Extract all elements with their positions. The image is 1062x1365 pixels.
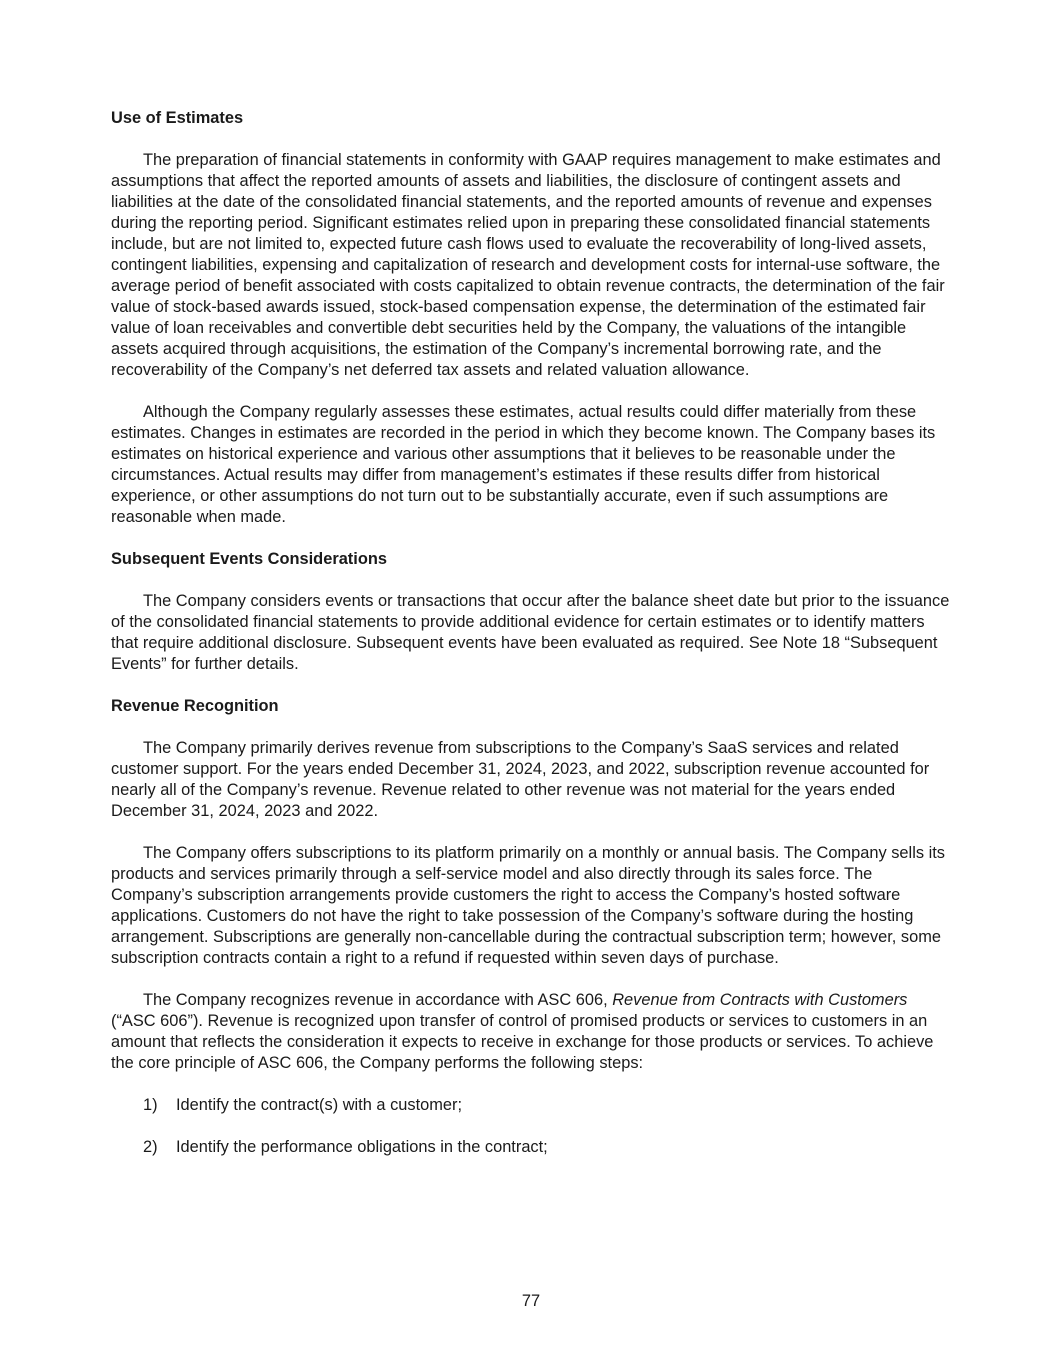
page-number: 77: [521, 1292, 541, 1310]
list-item-number: 1): [143, 1096, 158, 1114]
list-item-text: Identify the contract(s) with a customer;: [176, 1096, 463, 1114]
revenue-recognition-heading: Revenue Recognition: [111, 697, 279, 715]
list-item: [111, 1095, 951, 1116]
asc-606-steps-list: [111, 1095, 951, 1158]
estimates-paragraph-2: Although the Company regularly assesses these estimates, actual results could differ materially from these estimates. Changes in estimates are recorded in the period in which they become known. The Company bases its estimates on historical experience and various other assumptions that it believes to be reasonable under the circumstances. Actual results may differ from management’s estimates if these results differ from historical experience, or other assumptions do not turn out to be substantially accurate, even if such assumptions are reasonable when made.: [111, 403, 936, 526]
revenue-paragraph-3-rest: (“ASC 606”). Revenue is recognized upon transfer of control of promised products or services to customers in an amount that reflects the consideration it expects to receive in exchange for those products or services. To achieve the core principle of ASC 606, the Company performs the following steps:: [111, 1012, 934, 1072]
list-item-text: Identify the performance obligations in the contract;: [176, 1138, 548, 1156]
use-of-estimates-heading: Use of Estimates: [111, 109, 244, 127]
revenue-paragraph-3-lead: The Company recognizes revenue in accordance with ASC 606,: [143, 991, 613, 1009]
revenue-paragraph-2: The Company offers subscriptions to its platform primarily on a monthly or annual basis. The Company sells its products and services primarily through a self-service model and also directly through its sales force. The Company’s subscription arrangements provide customers the right to access the Company’s hosted software applications. Customers do not have the right to take possession of the Company’s software during the hosting arrangement. Subscriptions are generally non-cancellable during the contractual subscription term; however, some subscription contracts contain a right to a refund if requested within seven days of purchase.: [111, 844, 945, 967]
list-item: [111, 1137, 951, 1158]
subsequent-events-paragraph: The Company considers events or transactions that occur after the balance sheet date but prior to the issuance of the consolidated financial statements to provide additional evidence for certain estimates or to identify matters that require additional disclosure. Subsequent events have been evaluated as required. See Note 18 “Subsequent Events” for further details.: [111, 592, 950, 673]
subsequent-events-heading: Subsequent Events Considerations: [111, 550, 387, 568]
list-item-number: 2): [143, 1138, 158, 1156]
document-page: [111, 108, 951, 1179]
revenue-paragraph-3: [111, 990, 951, 1074]
asc-606-title: Revenue from Contracts with Customers: [612, 991, 908, 1009]
revenue-paragraph-1: The Company primarily derives revenue from subscriptions to the Company’s SaaS services and related customer support. For the years ended December 31, 2024, 2023, and 2022, subscription revenue accounted for nearly all of the Company’s revenue. Revenue related to other revenue was not material for the years ended December 31, 2024, 2023 and 2022.: [111, 739, 930, 820]
estimates-paragraph-1: The preparation of financial statements in conformity with GAAP requires management to make estimates and assumptions that affect the reported amounts of assets and liabilities, the disclosure of contingent assets and liabilities at the date of the consolidated financial statements, and the reported amounts of revenue and expenses during the reporting period. Significant estimates relied upon in preparing these consolidated financial statements include, but are not limited to, expected future cash flows used to evaluate the recoverability of long-lived assets, contingent liabilities, expensing and capitalization of research and development costs for internal-use software, the average period of benefit associated with costs capitalized to obtain revenue contracts, the determination of the fair value of stock-based awards issued, stock-based compensation expense, the determination of the estimated fair value of loan receivables and convertible debt securities held by the Company, the valuations of the intangible assets acquired through acquisitions, the estimation of the Company’s incremental borrowing rate, and the recoverability of the Company’s net deferred tax assets and related valuation allowance.: [111, 151, 945, 379]
